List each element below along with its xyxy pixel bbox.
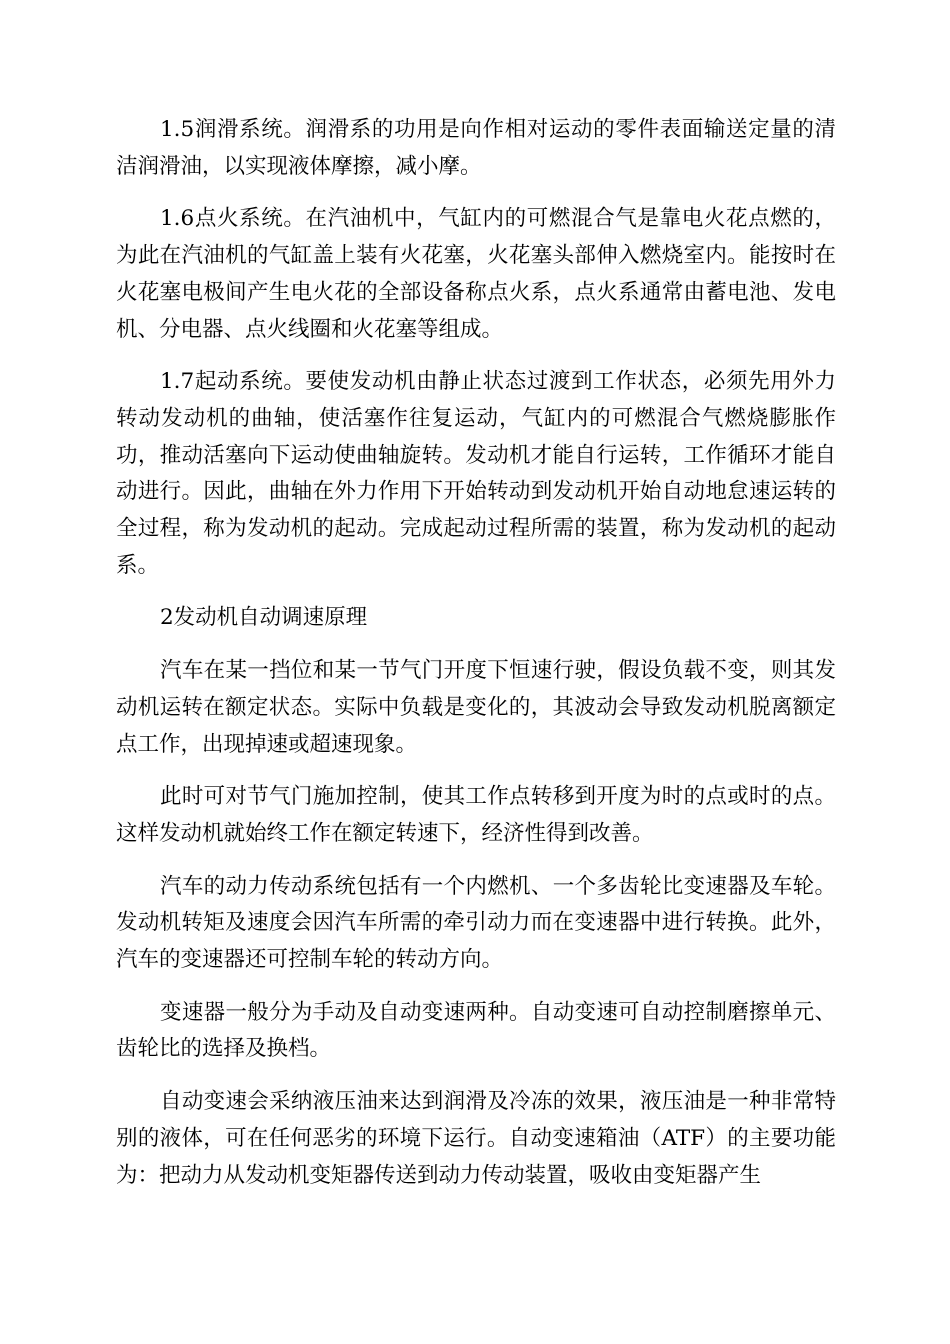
paragraph-atf: 自动变速会采纳液压油来达到润滑及冷冻的效果，液压油是一种非常特别的液体，可在任何恶劣的环境下运行。自动变速箱油（ATF）的主要功能为：把动力从发动机变矩器传送到动力传动装置，吸收由变矩器产生 (116, 1089, 836, 1188)
paragraph-load: 汽车在某一挡位和某一节气门开度下恒速行驶，假设负载不变，则其发动机运转在额定状态。实际中负载是变化的，其波动会导致发动机脱离额定点工作，出现掉速或超速现象。 (116, 658, 836, 757)
paragraph-transmission: 变速器一般分为手动及自动变速两种。自动变速可自动控制磨擦单元、齿轮比的选择及换档。 (116, 999, 836, 1062)
paragraph-starting: 1.7起动系统。要使发动机由静止状态过渡到工作状态，必须先用外力转动发动机的曲轴，使活塞作往复运动，气缸内的可燃混合气燃烧膨胀作功，推动活塞向下运动使曲轴旋转。发动机才能自行运转，工作循环才能自动进行。因此，曲轴在外力作用下开始转动到发动机开始自动地怠速运转的全过程，称为发动机的起动。完成起动过程所需的装置，称为发动机的起动系。 (116, 369, 836, 578)
document-body (116, 112, 836, 1210)
paragraph-powertrain: 汽车的动力传动系统包括有一个内燃机、一个多齿轮比变速器及车轮。发动机转矩及速度会因汽车所需的牵引动力而在变速器中进行转换。此外，汽车的变速器还可控制车轮的转动方向。 (116, 873, 836, 973)
section-heading: 2发动机自动调速原理 (160, 605, 368, 631)
paragraph-lubrication: 1.5润滑系统。润滑系的功用是向作相对运动的零件表面输送定量的清洁润滑油，以实现液体摩擦，减小摩。 (116, 117, 836, 179)
paragraph-ignition: 1.6点火系统。在汽油机中，气缸内的可燃混合气是靠电火花点燃的，为此在汽油机的气缸盖上装有火花塞，火花塞头部伸入燃烧室内。能按时在火花塞电极间产生电火花的全部设备称点火系，点火系通常由蓄电池、发电机、分电器、点火线圈和火花塞等组成。 (116, 206, 836, 342)
paragraph-throttle: 此时可对节气门施加控制，使其工作点转移到开度为时的点或时的点。这样发动机就始终工作在额定转速下，经济性得到改善。 (116, 784, 836, 846)
